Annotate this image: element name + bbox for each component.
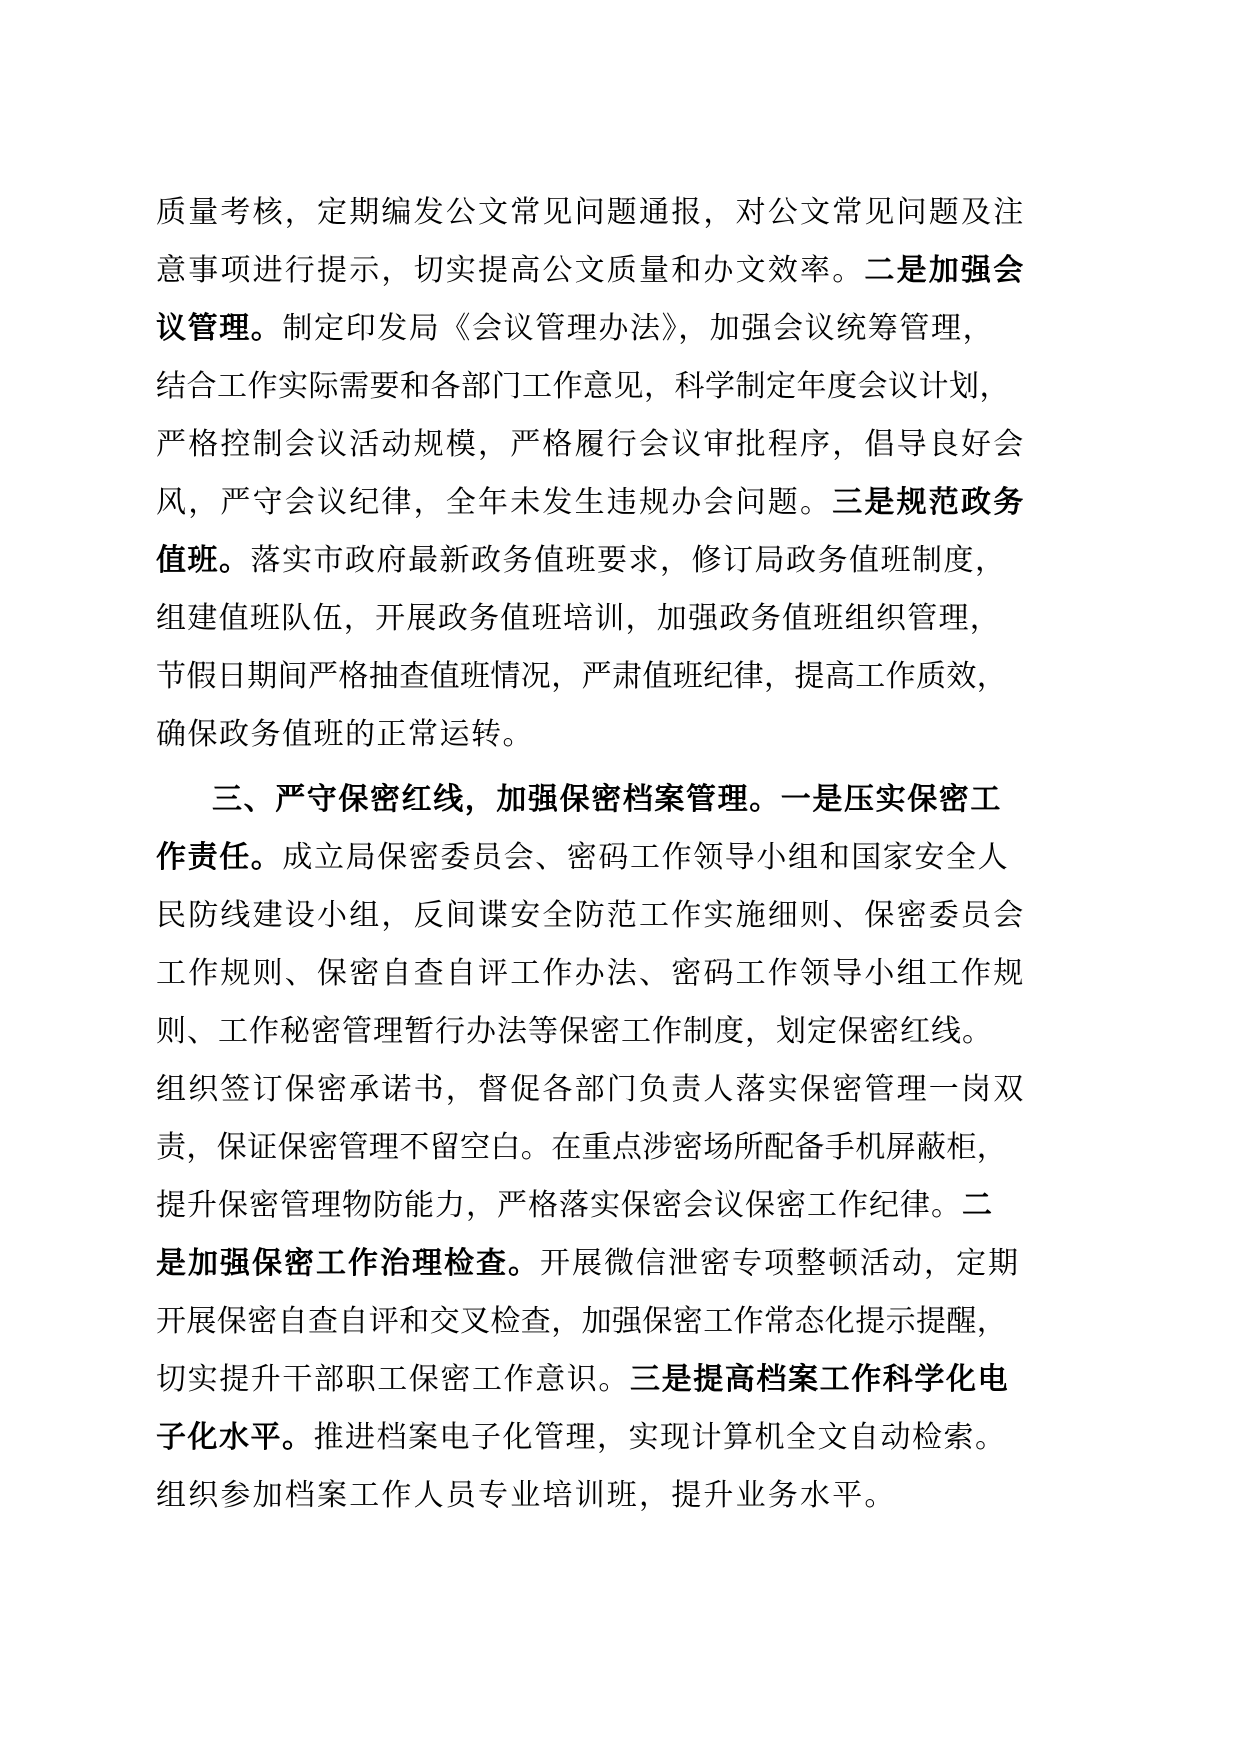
text-line: 组织参加档案工作人员专业培训班，提升业务水平。 xyxy=(156,1478,897,1513)
bold-heading: 子化水平。 xyxy=(156,1420,314,1455)
text-line xyxy=(156,1177,1062,1235)
text-line: 结合工作实际需要和各部门工作意见，科学制定年度会议计划， xyxy=(156,369,1010,404)
text-line xyxy=(156,242,1062,300)
text-line xyxy=(156,1351,1062,1409)
text-line: 责，保证保密管理不留空白。在重点涉密场所配备手机屏蔽柜， xyxy=(156,1130,1008,1165)
text-line xyxy=(156,532,1062,590)
text-line: 严格控制会议活动规模，严格履行会议审批程序，倡导良好会 xyxy=(156,427,1026,462)
text-run: 开展微信泄密专项整顿活动，定期 xyxy=(540,1246,1020,1281)
text-line xyxy=(156,1235,1062,1293)
text-line: 工作规则、保密自查自评工作办法、密码工作领导小组工作规 xyxy=(156,956,1026,991)
text-line: 确保政务值班的正常运转。 xyxy=(156,717,534,752)
text-line xyxy=(156,1409,1062,1467)
text-line: 质量考核，定期编发公文常见问题通报，对公文常见问题及注 xyxy=(156,195,1026,230)
text-run: 意事项进行提示，切实提高公文质量和办文效率。 xyxy=(156,253,865,288)
text-line: 民防线建设小组，反间谍安全防范工作实施细则、保密委员会 xyxy=(156,898,1026,933)
text-run: 成立局保密委员会、密码工作领导小组和国家安全人 xyxy=(282,840,1010,875)
text-run: 提升保密管理物防能力，严格落实保密会议保密工作纪律。 xyxy=(156,1188,962,1223)
bold-heading: 作责任。 xyxy=(156,840,283,875)
bold-heading: 是加强保密工作治理检查。 xyxy=(156,1246,540,1281)
text-line xyxy=(156,300,1062,358)
bold-heading: 三是提高档案工作科学化电 xyxy=(630,1362,1010,1397)
paragraph-confidentiality-archives xyxy=(156,771,1062,1525)
bold-heading: 值班。 xyxy=(156,543,251,578)
text-run: 切实提升干部职工保密工作意识。 xyxy=(156,1362,630,1397)
section-heading: 三、严守保密红线，加强保密档案管理。一是压实保密工 xyxy=(212,782,1002,817)
bold-heading: 二是加强会 xyxy=(864,253,1026,288)
text-line: 组织签订保密承诺书，督促各部门负责人落实保密管理一岗双 xyxy=(156,1072,1026,1107)
text-line: 组建值班队伍，开展政务值班培训，加强政务值班组织管理， xyxy=(156,601,1002,636)
text-run: 风，严守会议纪律，全年未发生违规办会问题。 xyxy=(156,485,833,520)
text-line: 开展保密自查自评和交叉检查，加强保密工作常态化提示提醒， xyxy=(156,1304,1008,1339)
text-run: 推进档案电子化管理，实现计算机全文自动检索。 xyxy=(313,1420,1007,1455)
text-line xyxy=(156,474,1062,532)
text-run: 落实市政府最新政务值班要求，修订局政务值班制度， xyxy=(250,543,1007,578)
text-line: 则、工作秘密管理暂行办法等保密工作制度，划定保密红线。 xyxy=(156,1014,993,1049)
bold-heading: 二 xyxy=(962,1188,993,1223)
text-line: 节假日期间严格抽查值班情况，严肃值班纪律，提高工作质效， xyxy=(156,659,1008,694)
text-run: 制定印发局《会议管理办法》，加强会议统筹管理， xyxy=(282,311,995,346)
text-line xyxy=(156,829,1062,887)
bold-heading: 议管理。 xyxy=(156,311,283,346)
paragraph-office-management xyxy=(156,184,1062,764)
bold-heading: 三是规范政务 xyxy=(832,485,1026,520)
